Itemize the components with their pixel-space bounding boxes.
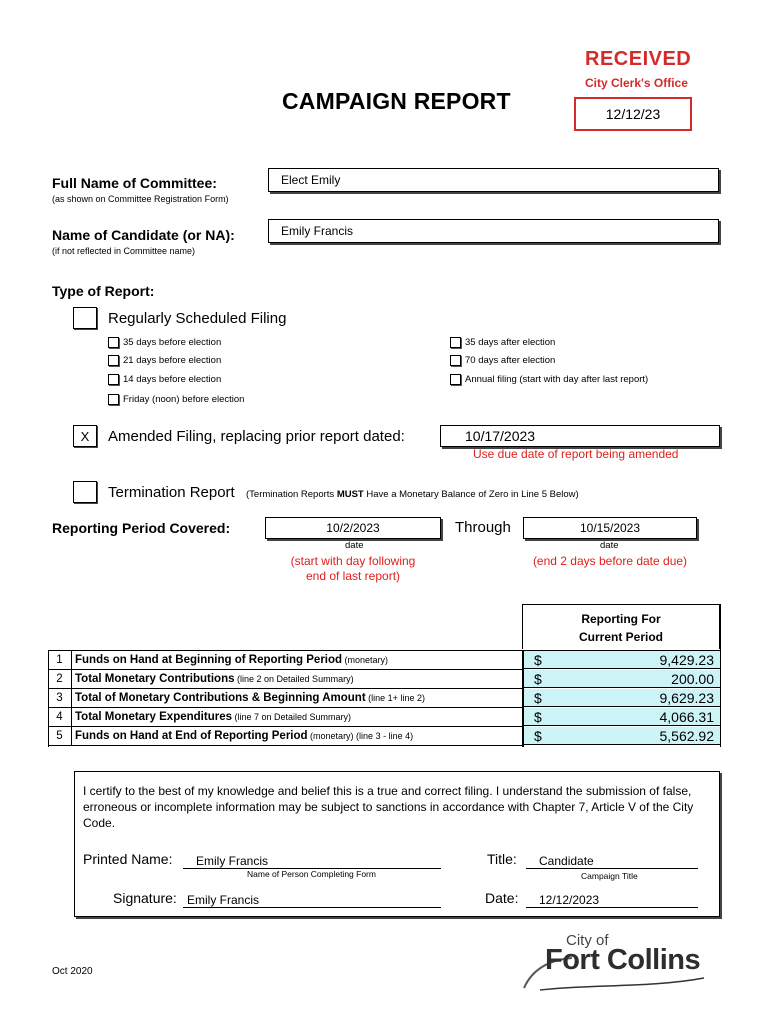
summary-row — [48, 727, 522, 746]
option-label: Annual filing (start with day after last report) — [465, 374, 649, 385]
summary-amount: 9,429.23 — [659, 651, 714, 668]
option-label: Friday (noon) before election — [123, 394, 245, 405]
amended-filing-checkbox[interactable] — [73, 425, 97, 447]
period-through-label: Through — [455, 519, 511, 536]
option-friday-before[interactable] — [108, 394, 244, 405]
option-checkbox[interactable] — [450, 374, 461, 385]
date-label: Date: — [485, 890, 519, 906]
summary-amount-cell[interactable] — [524, 727, 720, 745]
termination-note-post: Have a Monetary Balance of Zero in Line 5 Below) — [363, 489, 579, 500]
form-version: Oct 2020 — [52, 966, 93, 977]
termination-checkbox[interactable] — [73, 481, 97, 503]
option-35-before[interactable] — [108, 337, 221, 348]
option-checkbox[interactable] — [450, 355, 461, 366]
currency-symbol: $ — [534, 727, 542, 744]
committee-name-field[interactable] — [268, 168, 719, 192]
summary-row — [48, 670, 522, 689]
option-label: 35 days before election — [123, 337, 222, 348]
summary-amount: 200.00 — [671, 670, 714, 687]
summary-row-label-text: Total of Monetary Contributions & Beginning Amount — [75, 692, 366, 704]
summary-amount: 5,562.92 — [659, 727, 714, 744]
option-35-after[interactable] — [450, 337, 555, 348]
option-checkbox[interactable] — [108, 355, 119, 366]
candidate-name-field[interactable] — [268, 219, 719, 243]
amended-filing-label: Amended Filing, replacing prior report dated: — [108, 428, 405, 445]
signature-label: Signature: — [113, 890, 177, 906]
period-start-field[interactable] — [265, 517, 441, 539]
received-stamp-office: City Clerk's Office — [585, 76, 688, 90]
candidate-name-value: Emily Francis — [281, 224, 354, 238]
period-start-note-line-1: (start with day following — [290, 554, 416, 568]
summary-row-label — [72, 692, 425, 704]
option-70-after[interactable] — [450, 355, 555, 366]
option-checkbox[interactable] — [108, 337, 119, 348]
city-logo — [520, 932, 710, 994]
summary-row-label-text: Total Monetary Expenditures — [75, 711, 232, 723]
option-checkbox[interactable] — [450, 337, 461, 348]
date-field[interactable] — [526, 890, 698, 908]
summary-row-number: 3 — [48, 689, 72, 707]
summary-amount-cell[interactable] — [524, 689, 720, 707]
printed-name-field[interactable] — [183, 852, 441, 869]
summary-row-note: (monetary) — [342, 655, 389, 665]
summary-row-label — [72, 673, 354, 685]
currency-symbol: $ — [534, 670, 542, 687]
title-label: Title: — [487, 851, 517, 867]
option-checkbox[interactable] — [108, 374, 119, 385]
summary-header-line-2: Current Period — [578, 630, 663, 644]
candidate-hint: (if not reflected in Committee name) — [52, 246, 196, 256]
termination-label: Termination Report — [108, 484, 235, 501]
summary-row-note: (line 7 on Detailed Summary) — [231, 712, 352, 722]
certification-box — [74, 771, 720, 917]
report-type-label: Type of Report: — [52, 283, 155, 299]
option-label: 14 days before election — [123, 374, 222, 385]
period-end-field[interactable] — [523, 517, 697, 539]
period-end-value: 10/15/2023 — [579, 521, 641, 535]
certification-text: I certify to the best of my knowledge and belief this is a true and correct filing. I understand the submission of false, erroneous or incomplete information may be subject to sanctions in accordance with Chapter 7, Article V of the City Code. — [83, 784, 694, 830]
committee-label: Full Name of Committee: — [52, 175, 217, 191]
amended-date-value: 10/17/2023 — [465, 428, 536, 444]
summary-row-label — [72, 730, 413, 742]
amended-filing-mark: X — [80, 428, 90, 444]
page-title: CAMPAIGN REPORT — [282, 88, 511, 114]
summary-right-rule — [720, 604, 721, 747]
summary-row-label-text: Funds on Hand at End of Reporting Period — [75, 730, 308, 742]
logo-fort-collins: Fort Collins — [545, 944, 701, 976]
title-caption: Campaign Title — [581, 871, 638, 881]
received-stamp-label: RECEIVED — [585, 48, 692, 70]
period-end-note: (end 2 days before date due) — [532, 554, 688, 568]
received-stamp-date — [574, 97, 692, 131]
currency-symbol: $ — [534, 708, 542, 725]
summary-row-note: (line 2 on Detailed Summary) — [234, 674, 354, 684]
committee-hint: (as shown on Committee Registration Form) — [52, 194, 229, 204]
logo-city-of: City of — [566, 932, 609, 949]
period-start-caption: date — [345, 540, 364, 551]
summary-amount-cell[interactable] — [524, 708, 720, 726]
period-label: Reporting Period Covered: — [52, 520, 231, 536]
committee-name-value: Elect Emily — [281, 173, 341, 187]
title-value: Candidate — [539, 854, 594, 868]
summary-header — [522, 604, 720, 649]
date-value: 12/12/2023 — [539, 893, 600, 907]
printed-name-value: Emily Francis — [196, 854, 269, 868]
signature-field[interactable] — [183, 890, 441, 908]
printed-name-label: Printed Name: — [83, 851, 173, 867]
option-label: 70 days after election — [465, 355, 556, 366]
summary-row-number: 4 — [48, 708, 72, 726]
summary-row — [48, 708, 522, 727]
summary-amount: 4,066.31 — [659, 708, 714, 725]
summary-row-label — [72, 654, 388, 666]
termination-note-pre: (Termination Reports — [246, 489, 337, 500]
summary-header-line-1: Reporting For — [581, 612, 661, 626]
period-start-note-line-2: end of last report) — [305, 569, 401, 583]
termination-note — [246, 489, 579, 500]
option-label: 35 days after election — [465, 337, 556, 348]
option-label: 21 days before election — [123, 355, 222, 366]
currency-symbol: $ — [534, 689, 542, 706]
title-field[interactable] — [526, 852, 698, 869]
regular-filing-label: Regularly Scheduled Filing — [108, 310, 287, 327]
summary-row-number: 1 — [48, 651, 72, 669]
summary-row-number: 5 — [48, 727, 72, 745]
amended-date-field[interactable] — [440, 425, 720, 447]
signature-value: Emily Francis — [187, 893, 260, 907]
summary-row-label-text: Total Monetary Contributions — [75, 673, 235, 685]
summary-amount-cell[interactable] — [524, 670, 720, 688]
option-annual[interactable] — [450, 374, 648, 385]
option-21-before[interactable] — [108, 355, 221, 366]
summary-row-number: 2 — [48, 670, 72, 688]
candidate-label: Name of Candidate (or NA): — [52, 227, 235, 243]
summary-row-label-text: Funds on Hand at Beginning of Reporting Period — [75, 654, 343, 666]
termination-note-bold: MUST — [336, 489, 364, 500]
option-14-before[interactable] — [108, 374, 221, 385]
summary-amount-cell[interactable] — [524, 651, 720, 669]
period-start-value: 10/2/2023 — [326, 521, 380, 535]
summary-row — [48, 689, 522, 708]
received-stamp-date-text: 12/12/23 — [605, 106, 661, 122]
period-end-caption: date — [600, 540, 619, 551]
summary-amount: 9,629.23 — [659, 689, 714, 706]
summary-row — [48, 651, 522, 670]
regular-filing-checkbox[interactable] — [73, 307, 97, 329]
currency-symbol: $ — [534, 651, 542, 668]
option-checkbox[interactable] — [108, 394, 119, 405]
period-start-note — [265, 554, 441, 584]
summary-row-note: (monetary) (line 3 - line 4) — [307, 731, 414, 741]
printed-name-caption: Name of Person Completing Form — [247, 869, 376, 879]
summary-row-label — [72, 711, 351, 723]
summary-row-note: (line 1+ line 2) — [365, 693, 425, 703]
amended-note: Use due date of report being amended — [473, 447, 679, 461]
